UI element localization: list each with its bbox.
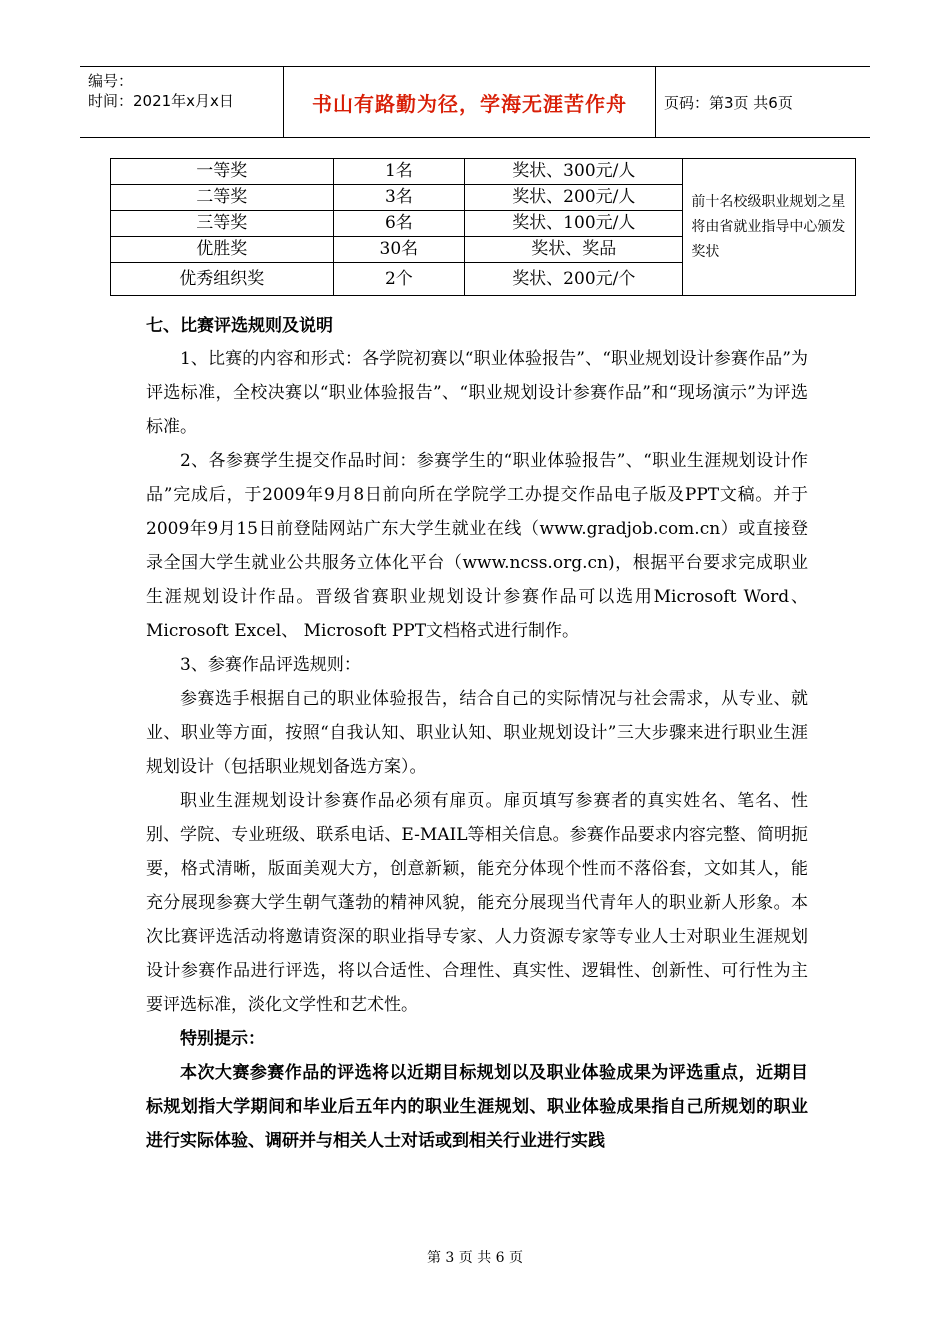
paragraph-submission-time: 2、各参赛学生提交作品时间：参赛学生的“职业体验报告”、“职业生涯规划设计作品”完成后，于2009年9月8日前向所在学院学工办提交作品电子版及PPT文稿。并于2009年9月15日前登陆网站广东大学生就业在线（www.gradjob.com.cn）或直接登录全国大学生就业公共服务立体化平台（www.ncss.org.cn)，根据平台要求完成职业生涯规划设计作品。晋级省赛职业规划设计参赛作品可以选用Microsoft Word、 Microsoft Excel、 Microsoft PPT文档格式进行制作。 [146,451,808,641]
award-level: 一等奖 [111,159,334,185]
award-prize: 奖状、300元/人 [465,159,683,185]
award-level: 优胜奖 [111,237,334,263]
page-header [80,66,870,138]
award-count: 6名 [333,211,465,237]
award-count: 3名 [333,185,465,211]
award-count: 2个 [333,263,465,296]
number-label: 编号： [88,72,134,90]
award-prize: 奖状、200元/人 [465,185,683,211]
header-motto: 书山有路勤为径，学海无涯苦作舟 [284,67,656,137]
table-row [111,159,856,185]
page-footer: 第 3 页 共 6 页 [426,1250,524,1266]
time-label: 时间：2021年x月x日 [88,92,234,110]
paragraph-rules-steps: 参赛选手根据自己的职业体验报告，结合自己的实际情况与社会需求，从专业、就业、职业等方面，按照“自我认知、职业认知、职业规划设计”三大步骤来进行职业生涯规划设计（包括职业规划备选方案）。 [146,689,808,777]
paragraph-rules-requirements: 职业生涯规划设计参赛作品必须有扉页。扉页填写参赛者的真实姓名、笔名、性别、学院、专业班级、联系电话、E-MAIL等相关信息。参赛作品要求内容完整、简明扼要，格式清晰，版面美观大方，创意新颖，能充分体现个性而不落俗套，文如其人，能充分展现参赛大学生朝气蓬勃的精神风貌，能充分展现当代青年人的职业新人形象。本次比赛评选活动将邀请资深的职业指导专家、人力资源专家等专业人士对职业生涯规划设计参赛作品进行评选，将以合适性、合理性、真实性、逻辑性、创新性、可行性为主要评选标准，淡化文学性和艺术性。 [146,791,808,1015]
award-prize: 奖状、奖品 [465,237,683,263]
award-prize: 奖状、200元/个 [465,263,683,296]
header-page-label: 页码：第3页 共6页 [664,93,793,112]
section-heading: 七、比赛评选规则及说明 [146,316,333,336]
award-level: 优秀组织奖 [111,263,334,296]
document-body [146,312,808,1158]
special-tip-body: 本次大赛参赛作品的评选将以近期目标规划以及职业体验成果为评选重点，近期目标规划指大学期间和毕业后五年内的职业生涯规划、职业体验成果指自己所规划的职业进行实际体验、调研并与相关人士对话或到相关行业进行实践 [146,1063,808,1151]
award-note: 前十名校级职业规划之星将由省就业指导中心颁发奖状 [683,159,856,296]
award-count: 1名 [333,159,465,185]
special-tip-title: 特别提示： [180,1029,265,1049]
paragraph-rules-title: 3、参赛作品评选规则： [180,655,361,675]
awards-table [110,158,856,296]
award-prize: 奖状、100元/人 [465,211,683,237]
paragraph-competition-format: 1、比赛的内容和形式：各学院初赛以“职业体验报告”、“职业规划设计参赛作品”为评选标准，全校决赛以“职业体验报告”、“职业规划设计参赛作品”和“现场演示”为评选标准。 [146,349,808,437]
award-level: 二等奖 [111,185,334,211]
award-count: 30名 [333,237,465,263]
award-level: 三等奖 [111,211,334,237]
header-meta [80,67,284,137]
